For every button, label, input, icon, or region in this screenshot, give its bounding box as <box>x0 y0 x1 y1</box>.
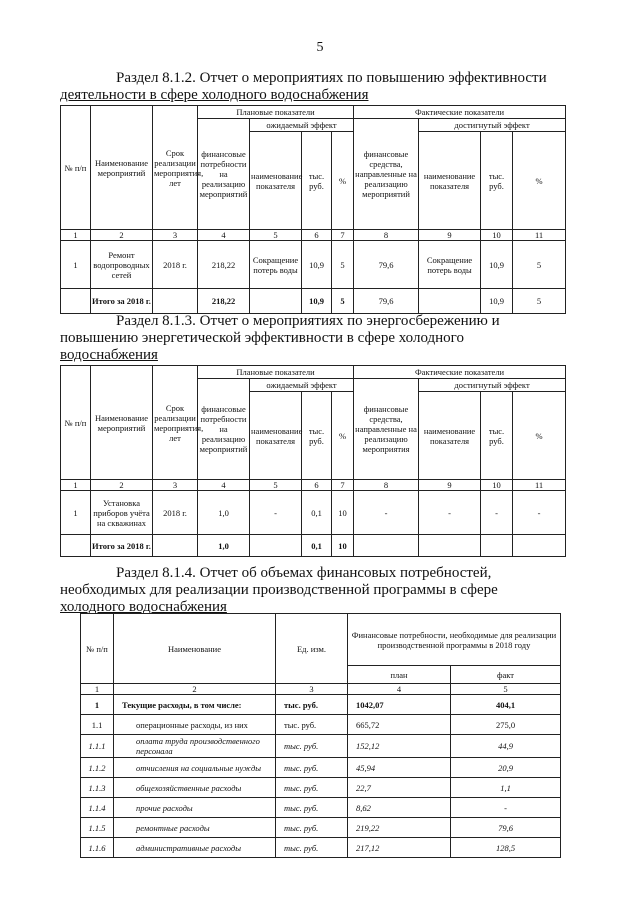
cell: 10,9 <box>481 289 513 314</box>
row-plan: 217,12 <box>348 838 451 858</box>
col-number: 11 <box>513 480 566 491</box>
header-fin-need: финансовые потребности на реализацию мероприятий <box>198 379 250 480</box>
row-number: 1.1.6 <box>81 838 114 858</box>
header-indicator-name: наименование показателя <box>419 132 481 230</box>
header-num: № п/п <box>81 614 114 684</box>
cell: 0,1 <box>302 535 332 557</box>
row-plan: 45,94 <box>348 758 451 778</box>
table-row <box>81 798 561 818</box>
row-fact: 275,0 <box>451 715 561 735</box>
cell: Сокращение потерь воды <box>250 241 302 289</box>
col-number: 2 <box>91 230 153 241</box>
cell <box>419 289 481 314</box>
cell: 10,9 <box>302 241 332 289</box>
row-plan: 219,22 <box>348 818 451 838</box>
header-indicator-name: наименование показателя <box>250 132 302 230</box>
header-planned: Плановые показатели <box>198 106 354 119</box>
header-tys: тыс. руб. <box>302 392 332 480</box>
header-tys: тыс. руб. <box>302 132 332 230</box>
header-num: № п/п <box>61 106 91 230</box>
cell: 10 <box>332 535 354 557</box>
row-unit: тыс. руб. <box>276 818 348 838</box>
table-row <box>81 715 561 735</box>
header-unit: Ед. изм. <box>276 614 348 684</box>
header-tys: тыс. руб. <box>481 392 513 480</box>
cell: 5 <box>513 241 566 289</box>
header-indicator-name: наименование показателя <box>419 392 481 480</box>
cell <box>250 289 302 314</box>
cell: 2018 г. <box>153 491 198 535</box>
header-tys: тыс. руб. <box>481 132 513 230</box>
column-number-row <box>61 230 566 241</box>
row-fact: 79,6 <box>451 818 561 838</box>
col-number: 4 <box>198 480 250 491</box>
header-actual: Фактические показатели <box>354 366 566 379</box>
cell: 1,0 <box>198 491 250 535</box>
cell: 2018 г. <box>153 241 198 289</box>
header-achieved: достигнутый эффект <box>419 379 566 392</box>
cell <box>153 535 198 557</box>
column-number-row <box>81 684 561 695</box>
total-row <box>61 535 566 557</box>
cell: Установка приборов учёта на скважинах <box>91 491 153 535</box>
header-name: Наименование мероприятий <box>91 106 153 230</box>
header-fin-needs: Финансовые потребности, необходимые для реализации производственной программы в 2018 году <box>348 614 561 666</box>
row-plan: 22,7 <box>348 778 451 798</box>
section-heading-813 <box>60 313 564 364</box>
cell: 1 <box>61 241 91 289</box>
header-num: № п/п <box>61 366 91 480</box>
col-number: 5 <box>250 480 302 491</box>
header-fact: факт <box>451 666 561 684</box>
header-plan: план <box>348 666 451 684</box>
heading-line: Раздел 8.1.4. Отчет об объемах финансовых потребностей, <box>116 565 492 581</box>
col-number: 4 <box>348 684 451 695</box>
table-row <box>81 695 561 715</box>
column-number-row <box>61 480 566 491</box>
col-number: 8 <box>354 480 419 491</box>
heading-line: водоснабжения <box>60 347 158 363</box>
col-number: 3 <box>153 480 198 491</box>
header-indicator-name: наименование показателя <box>250 392 302 480</box>
col-number: 7 <box>332 230 354 241</box>
cell: 1,0 <box>198 535 250 557</box>
row-plan: 1042,07 <box>348 695 451 715</box>
row-unit: тыс. руб. <box>276 735 348 758</box>
table-efficiency-measures <box>60 105 566 314</box>
col-number: 1 <box>61 480 91 491</box>
header-pct: % <box>513 392 566 480</box>
heading-line: повышению энергетической эффективности в сфере холодного <box>60 330 464 346</box>
header-planned: Плановые показатели <box>198 366 354 379</box>
row-name: прочие расходы <box>114 798 276 818</box>
header-term: Срок реализации мероприятия, лет <box>153 106 198 230</box>
cell: 5 <box>332 289 354 314</box>
table-row <box>81 758 561 778</box>
row-number: 1.1 <box>81 715 114 735</box>
row-plan: 665,72 <box>348 715 451 735</box>
row-unit: тыс. руб. <box>276 778 348 798</box>
col-number: 1 <box>81 684 114 695</box>
cell <box>481 535 513 557</box>
cell: 218,22 <box>198 289 250 314</box>
heading-line: Раздел 8.1.2. Отчет о мероприятиях по повышению эффективности <box>116 70 547 86</box>
col-number: 8 <box>354 230 419 241</box>
cell: Итого за 2018 г. <box>91 535 153 557</box>
col-number: 2 <box>114 684 276 695</box>
header-achieved: достигнутый эффект <box>419 119 566 132</box>
col-number: 5 <box>451 684 561 695</box>
section-heading-812 <box>60 70 564 104</box>
row-plan: 152,12 <box>348 735 451 758</box>
cell <box>153 289 198 314</box>
row-number: 1.1.1 <box>81 735 114 758</box>
row-number: 1.1.2 <box>81 758 114 778</box>
row-unit: тыс. руб. <box>276 715 348 735</box>
col-number: 7 <box>332 480 354 491</box>
table-financial-needs <box>80 613 561 858</box>
header-name: Наименование <box>114 614 276 684</box>
row-unit: тыс. руб. <box>276 758 348 778</box>
row-fact: 128,5 <box>451 838 561 858</box>
total-row <box>61 289 566 314</box>
cell: 10 <box>332 491 354 535</box>
row-number: 1.1.4 <box>81 798 114 818</box>
row-name: отчисления на социальные нужды <box>114 758 276 778</box>
heading-line: холодного водоснабжения <box>60 599 227 615</box>
cell: 5 <box>513 289 566 314</box>
row-fact: - <box>451 798 561 818</box>
row-name: операционные расходы, из них <box>114 715 276 735</box>
table-row <box>81 735 561 758</box>
header-fin-spent: финансовые средства, направленные на реализацию мероприятия <box>354 379 419 480</box>
cell: 10,9 <box>481 241 513 289</box>
cell <box>61 535 91 557</box>
row-unit: тыс. руб. <box>276 798 348 818</box>
cell: - <box>354 491 419 535</box>
table-row <box>81 778 561 798</box>
header-pct: % <box>332 392 354 480</box>
table-row <box>61 241 566 289</box>
cell: Ремонт водопроводных сетей <box>91 241 153 289</box>
header-pct: % <box>332 132 354 230</box>
cell <box>354 535 419 557</box>
row-fact: 20,9 <box>451 758 561 778</box>
row-number: 1 <box>81 695 114 715</box>
col-number: 4 <box>198 230 250 241</box>
col-number: 6 <box>302 230 332 241</box>
row-name: Текущие расходы, в том числе: <box>114 695 276 715</box>
col-number: 3 <box>276 684 348 695</box>
cell: 5 <box>332 241 354 289</box>
table-row <box>81 818 561 838</box>
cell: Итого за 2018 г. <box>91 289 153 314</box>
heading-line: Раздел 8.1.3. Отчет о мероприятиях по энергосбережению и <box>116 313 500 329</box>
row-fact: 44,9 <box>451 735 561 758</box>
row-number: 1.1.3 <box>81 778 114 798</box>
header-pct: % <box>513 132 566 230</box>
row-fact: 1,1 <box>451 778 561 798</box>
header-name: Наименование мероприятий <box>91 366 153 480</box>
row-unit: тыс. руб. <box>276 838 348 858</box>
row-number: 1.1.5 <box>81 818 114 838</box>
cell <box>513 535 566 557</box>
header-fin-spent: финансовые средства, направленные на реализацию мероприятий <box>354 119 419 230</box>
header-expected: ожидаемый эффект <box>250 379 354 392</box>
cell: - <box>250 491 302 535</box>
cell: 0,1 <box>302 491 332 535</box>
header-expected: ожидаемый эффект <box>250 119 354 132</box>
page-number: 5 <box>316 40 324 55</box>
col-number: 11 <box>513 230 566 241</box>
cell <box>61 289 91 314</box>
cell: 79,6 <box>354 289 419 314</box>
col-number: 5 <box>250 230 302 241</box>
col-number: 2 <box>91 480 153 491</box>
row-name: общехозяйственные расходы <box>114 778 276 798</box>
row-name: ремонтные расходы <box>114 818 276 838</box>
cell: 10,9 <box>302 289 332 314</box>
row-name: оплата труда производственного персонала <box>114 735 276 758</box>
row-fact: 404,1 <box>451 695 561 715</box>
col-number: 3 <box>153 230 198 241</box>
row-unit: тыс. руб. <box>276 695 348 715</box>
cell: 218,22 <box>198 241 250 289</box>
section-heading-814 <box>60 565 564 616</box>
table-row <box>81 838 561 858</box>
cell <box>419 535 481 557</box>
header-actual: Фактические показатели <box>354 106 566 119</box>
header-term: Срок реализации мероприятия, лет <box>153 366 198 480</box>
cell: - <box>419 491 481 535</box>
col-number: 1 <box>61 230 91 241</box>
cell: - <box>513 491 566 535</box>
table-energy-saving-measures <box>60 365 566 557</box>
cell: - <box>481 491 513 535</box>
row-plan: 8,62 <box>348 798 451 818</box>
cell: 1 <box>61 491 91 535</box>
header-fin-need: финансовые потребности на реализацию мероприятий <box>198 119 250 230</box>
col-number: 10 <box>481 480 513 491</box>
col-number: 9 <box>419 480 481 491</box>
col-number: 6 <box>302 480 332 491</box>
heading-line: необходимых для реализации производственной программы в сфере <box>60 582 498 598</box>
cell: Сокращение потерь воды <box>419 241 481 289</box>
cell <box>250 535 302 557</box>
cell: 79,6 <box>354 241 419 289</box>
heading-line: деятельности в сфере холодного водоснабжения <box>60 87 369 103</box>
table-row <box>61 491 566 535</box>
col-number: 10 <box>481 230 513 241</box>
row-name: административные расходы <box>114 838 276 858</box>
col-number: 9 <box>419 230 481 241</box>
